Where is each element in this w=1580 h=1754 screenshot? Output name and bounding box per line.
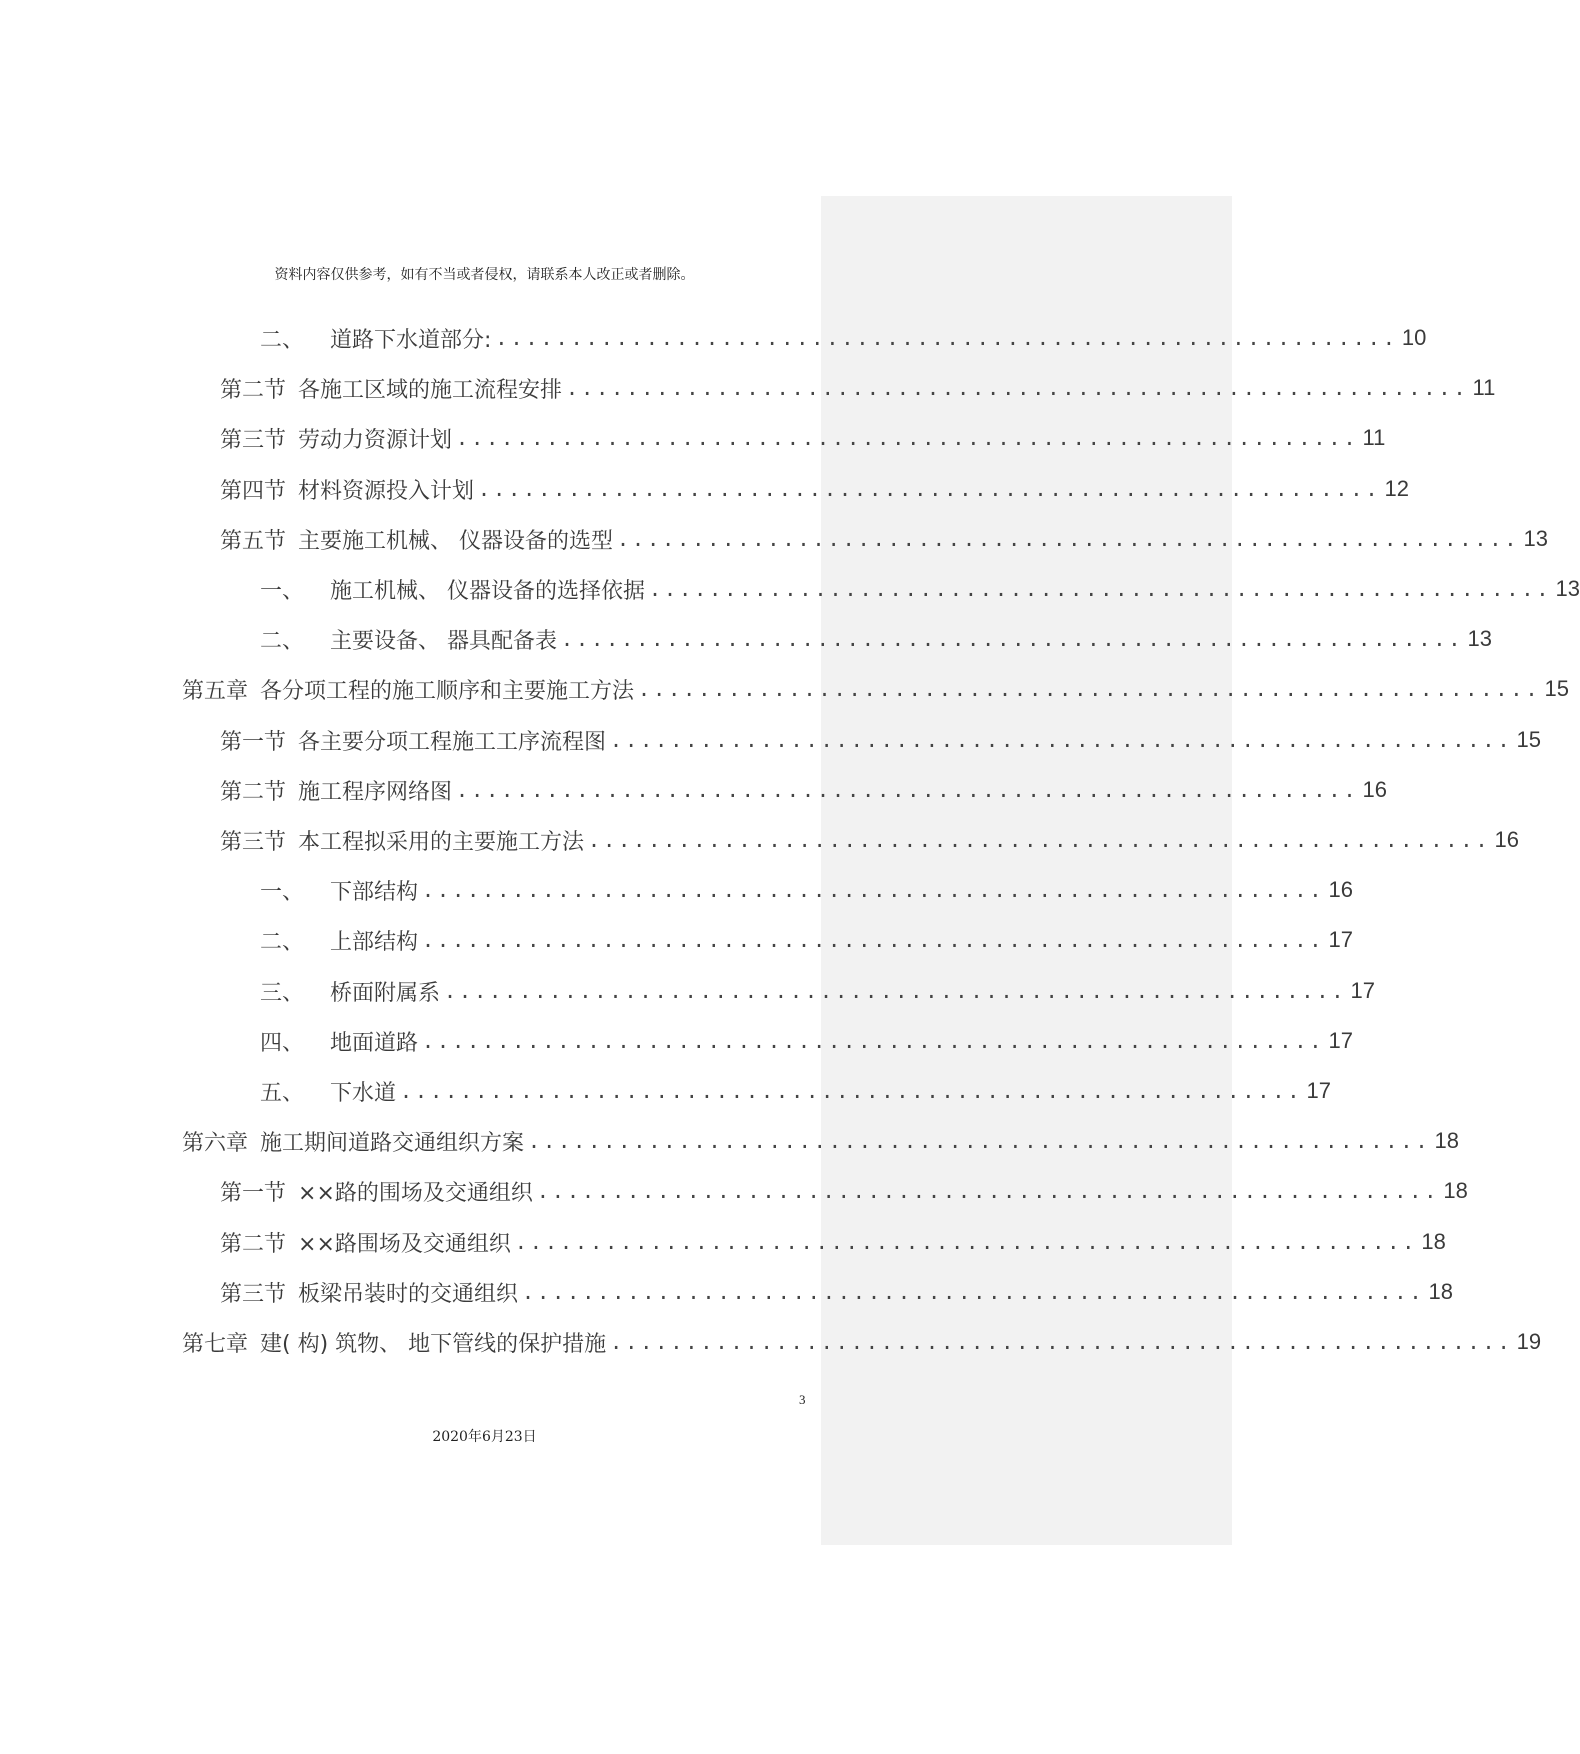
toc-dot-leader: ............................................................ xyxy=(610,1330,1513,1354)
toc-dot-leader: ............................................................ xyxy=(610,728,1513,752)
toc-entry-page: 18 xyxy=(1443,1178,1468,1203)
toc-entry-number: 一、 xyxy=(260,879,305,905)
header-note: 资料内容仅供参考，如有不当或者侵权，请联系本人改正或者删除。 xyxy=(274,267,695,283)
toc-entry-page: 17 xyxy=(1306,1078,1331,1103)
toc-entry-number: 三、 xyxy=(260,980,305,1006)
toc-entry-number: 第四节 xyxy=(220,478,287,504)
toc-dot-leader: ............................................................ xyxy=(528,1129,1431,1153)
toc-entry-title: 施工期间道路交通组织方案 xyxy=(260,1130,525,1156)
toc-entry-title: ××路的围场及交通组织 xyxy=(298,1180,533,1206)
toc-entry-number: 第二节 xyxy=(220,779,287,805)
toc-entry-page: 17 xyxy=(1328,1028,1353,1053)
toc-entry-number: 二、 xyxy=(260,327,305,353)
toc-dot-leader: ............................................................ xyxy=(422,928,1325,952)
toc-entry-page: 10 xyxy=(1401,325,1427,350)
toc-entry-title: 各分项工程的施工顺序和主要施工方法 xyxy=(260,678,635,704)
toc-dot-leader: ............................................................ xyxy=(478,477,1381,501)
toc-entry-title: 施工程序网络图 xyxy=(298,779,453,805)
toc-entry-page: 12 xyxy=(1384,476,1409,501)
toc-dot-leader: ............................................................ xyxy=(456,778,1359,802)
toc-entry[interactable] xyxy=(220,372,1496,404)
toc-entry-number: 第六章 xyxy=(182,1130,249,1156)
toc-entry[interactable] xyxy=(220,774,1387,806)
toc-entry-page: 13 xyxy=(1555,576,1580,601)
toc-dot-leader: ............................................................ xyxy=(566,376,1469,400)
toc-entry-title: 道路下水道部分: xyxy=(330,327,492,353)
toc-entry-number: 第五节 xyxy=(220,528,287,554)
toc-entry[interactable] xyxy=(182,1125,1459,1157)
toc-dot-leader: ............................................................ xyxy=(400,1079,1303,1103)
toc-entry-page: 16 xyxy=(1494,827,1519,852)
toc-dot-leader: ............................................................ xyxy=(522,1280,1425,1304)
toc-entry-page: 16 xyxy=(1328,877,1353,902)
toc-dot-leader: ............................................................ xyxy=(456,426,1359,450)
toc-entry-number: 五、 xyxy=(260,1080,305,1106)
toc-dot-leader: ............................................................ xyxy=(588,828,1491,852)
toc-entry-title: 主要施工机械、 仪器设备的选型 xyxy=(298,528,614,554)
toc-entry[interactable] xyxy=(260,1075,1331,1107)
toc-dot-leader: ............................................................ xyxy=(649,577,1552,601)
toc-entry[interactable] xyxy=(260,874,1353,906)
toc-entry-title: 施工机械、 仪器设备的选择依据 xyxy=(330,578,645,604)
toc-entry-title: 下水道 xyxy=(330,1080,397,1106)
toc-entry-number: 第一节 xyxy=(220,729,287,755)
toc-entry-title: 各主要分项工程施工工序流程图 xyxy=(298,729,607,755)
toc-entry-title: 劳动力资源计划 xyxy=(298,427,453,453)
toc-dot-leader: ............................................................ xyxy=(617,527,1520,551)
toc-entry-title: 各施工区域的施工流程安排 xyxy=(298,377,563,403)
toc-entry[interactable] xyxy=(220,473,1409,505)
toc-dot-leader: ............................................................ xyxy=(495,326,1398,350)
toc-dot-leader: ............................................................ xyxy=(422,1029,1325,1053)
toc-entry-title: 材料资源投入计划 xyxy=(298,478,475,504)
toc-entry[interactable] xyxy=(182,1326,1542,1358)
toc-entry-page: 19 xyxy=(1516,1329,1542,1354)
toc-dot-leader: ............................................................ xyxy=(561,627,1464,651)
toc-entry-number: 二、 xyxy=(260,929,305,955)
toc-entry-number: 第二节 xyxy=(220,1231,287,1257)
toc-entry-page: 15 xyxy=(1544,676,1569,701)
toc-entry-title: 本工程拟采用的主要施工方法 xyxy=(298,829,585,855)
toc-entry-page: 13 xyxy=(1523,526,1548,551)
toc-entry-page: 18 xyxy=(1434,1128,1459,1153)
toc-entry-page: 17 xyxy=(1328,927,1353,952)
toc-entry[interactable] xyxy=(260,975,1375,1007)
toc-entry[interactable] xyxy=(260,1025,1353,1057)
toc-entry-number: 第二节 xyxy=(220,377,287,403)
toc-entry-title: 建( 构) 筑物、 地下管线的保护措施 xyxy=(260,1331,607,1357)
toc-entry-page: 11 xyxy=(1472,375,1496,400)
toc-dot-leader: ............................................................ xyxy=(422,878,1325,902)
toc-dot-leader: ............................................................ xyxy=(536,1179,1440,1203)
toc-entry-title: 桥面附属系 xyxy=(330,980,441,1006)
toc-entry[interactable] xyxy=(220,724,1541,756)
toc-entry[interactable] xyxy=(220,1226,1446,1258)
toc-entry[interactable] xyxy=(182,673,1569,705)
toc-entry-title: 地面道路 xyxy=(330,1030,419,1056)
toc-dot-leader: ............................................................ xyxy=(638,677,1541,701)
toc-entry-page: 18 xyxy=(1421,1229,1446,1254)
toc-entry[interactable] xyxy=(260,573,1580,605)
toc-entry[interactable] xyxy=(220,1276,1453,1308)
toc-entry-number: 一、 xyxy=(260,578,305,604)
toc-dot-leader: ............................................................ xyxy=(444,979,1347,1003)
toc-entry-page: 13 xyxy=(1467,626,1492,651)
toc-entry-title: ××路围场及交通组织 xyxy=(298,1231,511,1257)
toc-entry[interactable] xyxy=(260,924,1353,956)
toc-entry[interactable] xyxy=(220,824,1519,856)
toc-entry-number: 四、 xyxy=(260,1030,305,1056)
toc-entry-page: 18 xyxy=(1428,1279,1453,1304)
page-number: 3 xyxy=(799,1392,806,1407)
toc-entry-page: 11 xyxy=(1362,425,1386,450)
footer-date: 2020年6月23日 xyxy=(432,1429,537,1445)
toc-entry-page: 15 xyxy=(1516,727,1541,752)
toc-entry-number: 第三节 xyxy=(220,1281,287,1307)
toc-entry[interactable] xyxy=(220,1175,1468,1207)
toc-entry[interactable] xyxy=(220,422,1386,454)
toc-entry-title: 下部结构 xyxy=(330,879,419,905)
toc-entry-number: 第一节 xyxy=(220,1180,287,1206)
toc-entry[interactable] xyxy=(220,523,1548,555)
toc-entry-title: 板梁吊装时的交通组织 xyxy=(298,1281,519,1307)
toc-entry-number: 第三节 xyxy=(220,829,287,855)
toc-entry-number: 第七章 xyxy=(182,1331,249,1357)
toc-entry-title: 上部结构 xyxy=(330,929,419,955)
toc-entry-page: 16 xyxy=(1362,777,1387,802)
toc-entry[interactable] xyxy=(260,623,1492,655)
toc-entry-title: 主要设备、 器具配备表 xyxy=(330,628,557,654)
toc-dot-leader: ............................................................ xyxy=(514,1230,1418,1254)
toc-entry-number: 第三节 xyxy=(220,427,287,453)
toc-entry-number: 二、 xyxy=(260,628,305,654)
toc-entry[interactable] xyxy=(260,322,1427,354)
toc-entry-number: 第五章 xyxy=(182,678,249,704)
toc-entry-page: 17 xyxy=(1350,978,1375,1003)
